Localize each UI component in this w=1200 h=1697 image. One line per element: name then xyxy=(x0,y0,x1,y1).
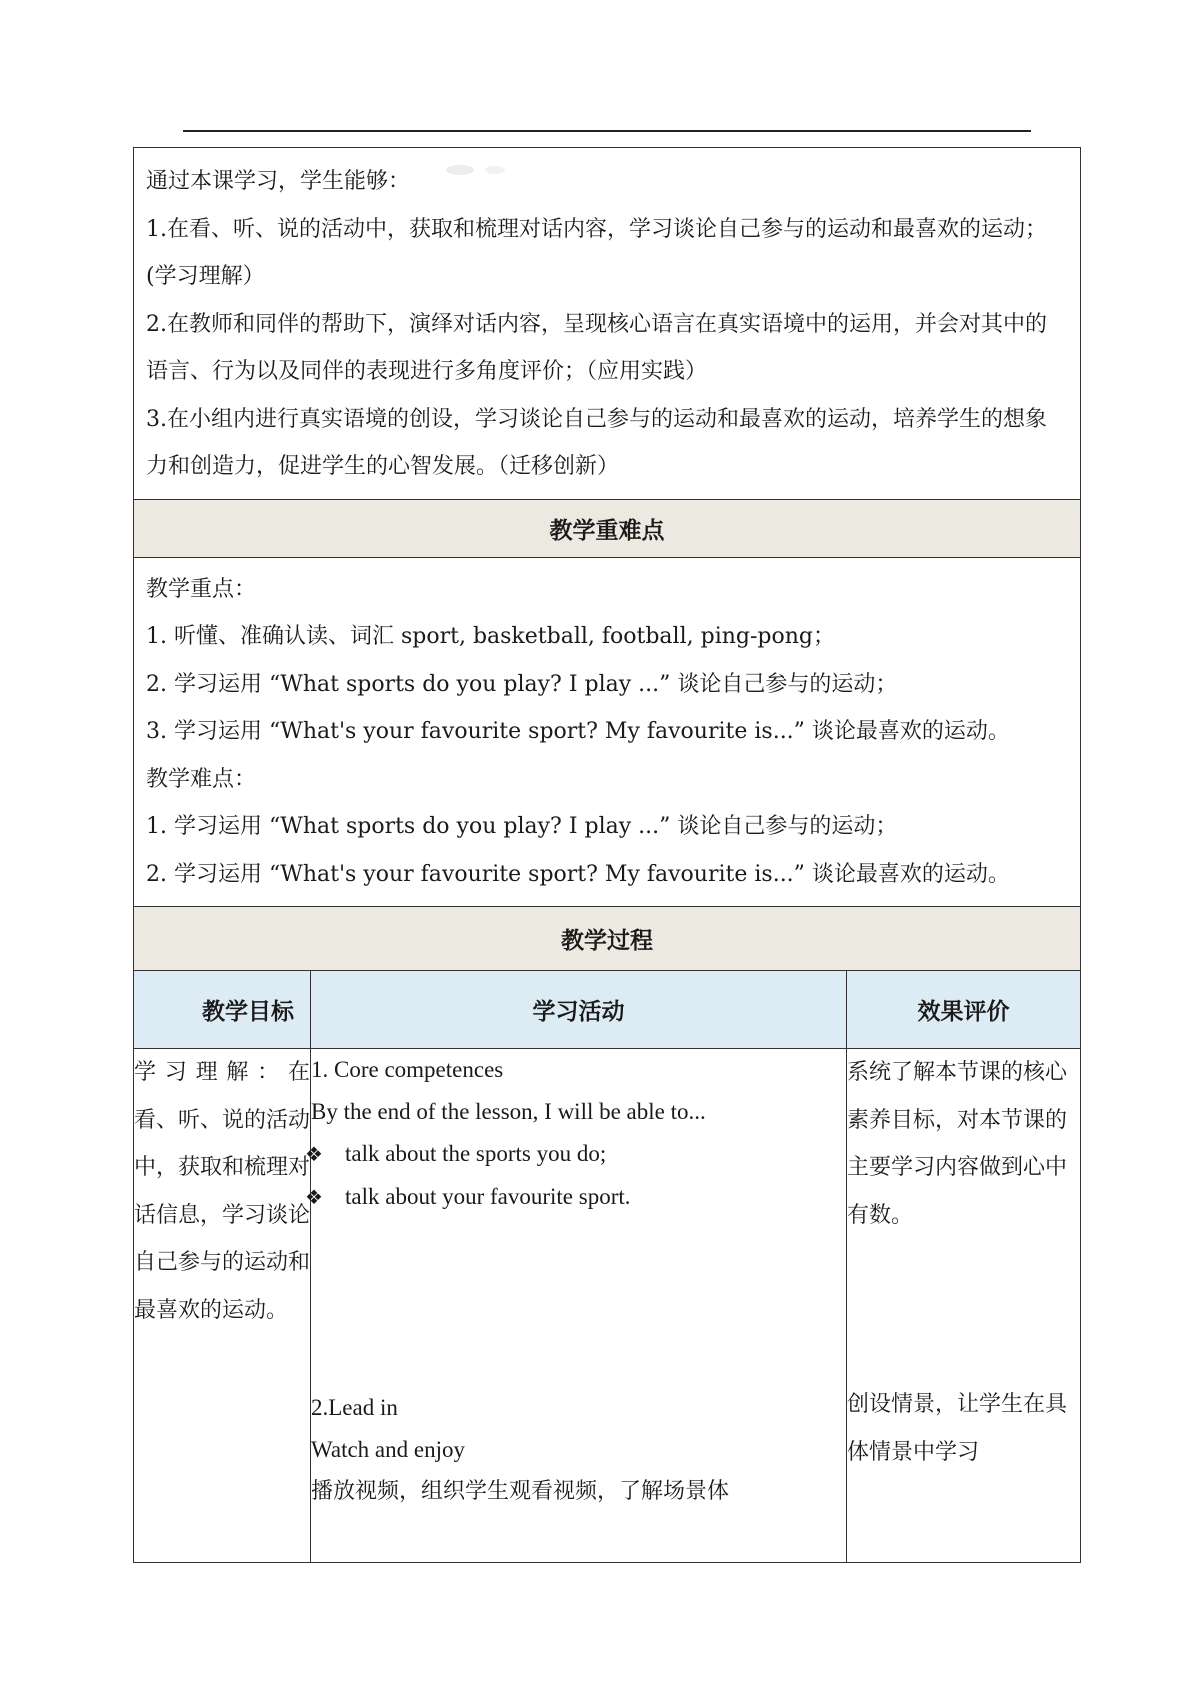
activity2-text: 播放视频，组织学生观看视频，了解场景体 xyxy=(311,1479,730,1504)
focus-item: 3. 学习运用 “What's your favourite sport? My favourite is...” 谈论最喜欢的运动。 xyxy=(146,719,1010,744)
evaluation-text-1: 系统了解本节课的核心素养目标，对本节课的主要学习内容做到心中有数。 xyxy=(847,1060,1068,1228)
objective-item: 3.在小组内进行真实语境的创设，学习谈论自己参与的运动和最喜欢的运动，培养学生的想象力和创造力，促进学生的心智发展。（迁移创新） xyxy=(146,406,1047,479)
activity-gap xyxy=(311,1219,846,1387)
column-heading-row xyxy=(134,971,1081,1049)
key-points-row xyxy=(134,557,1081,907)
difficulty-item: 2. 学习运用 “What's your favourite sport? My favourite is...” 谈论最喜欢的运动。 xyxy=(146,861,1010,887)
evaluation-cell xyxy=(847,1049,1081,1563)
column-heading-activity: 学习活动 xyxy=(311,971,847,1049)
evaluation-gap xyxy=(847,1239,1080,1381)
focus-item: 1. 听懂、准确认读、词汇 sport, basketball, football, ping-pong； xyxy=(146,624,835,649)
difficulty-label: 教学难点： xyxy=(146,766,257,792)
key-points-heading-row xyxy=(134,499,1081,557)
activity1-title: 1. Core competences xyxy=(311,1057,504,1082)
diamond-bullet-icon: ❖ xyxy=(305,1144,323,1166)
goal-body: 在看、听、说的活动中，获取和梳理对话信息，学习谈论自己参与的运动和最喜欢的运动。 xyxy=(134,1060,311,1323)
lesson-plan-table xyxy=(133,147,1081,1563)
goal-label: 学习理解： xyxy=(134,1060,288,1085)
objective-item: 1.在看、听、说的活动中，获取和梳理对话内容，学习谈论自己参与的运动和最喜欢的运动；(学习理解） xyxy=(146,216,1047,289)
column-heading-evaluation: 效果评价 xyxy=(847,971,1081,1049)
activity1-bullet xyxy=(305,1176,846,1219)
process-heading-row xyxy=(134,907,1081,971)
evaluation-text-2: 创设情景，让学生在具体情景中学习 xyxy=(847,1392,1068,1465)
goal-cell xyxy=(134,1049,311,1563)
diamond-bullet-icon: ❖ xyxy=(305,1187,323,1209)
bullet-text: talk about your favourite sport. xyxy=(345,1184,631,1209)
activity2-subtitle: Watch and enjoy xyxy=(311,1437,465,1462)
activity2-title: 2.Lead in xyxy=(311,1395,398,1420)
focus-item: 2. 学习运用 “What sports do you play? I play ...” 谈论自己参与的运动； xyxy=(146,671,898,697)
key-points-cell xyxy=(134,557,1081,907)
header-rule xyxy=(183,130,1031,132)
process-body-row xyxy=(134,1049,1081,1563)
key-points-heading: 教学重难点 xyxy=(134,499,1081,557)
objectives-intro: 通过本课学习，学生能够： xyxy=(146,169,411,194)
difficulty-item: 1. 学习运用 “What sports do you play? I play ...” 谈论自己参与的运动； xyxy=(146,814,898,839)
objectives-cell xyxy=(134,148,1081,500)
process-heading: 教学过程 xyxy=(134,907,1081,971)
objective-item: 2.在教师和同伴的帮助下，演绎对话内容，呈现核心语言在真实语境中的运用，并会对其中的语言、行为以及同伴的表现进行多角度评价；（应用实践） xyxy=(146,311,1047,384)
bullet-text: talk about the sports you do; xyxy=(345,1141,607,1166)
objectives-row xyxy=(134,148,1081,500)
activity1-lead: By the end of the lesson, I will be able to... xyxy=(311,1099,706,1124)
column-heading-goal: 教学目标 xyxy=(134,971,311,1049)
focus-label: 教学重点： xyxy=(146,576,257,602)
activity1-bullet xyxy=(305,1133,846,1176)
activity-cell xyxy=(305,1049,847,1563)
